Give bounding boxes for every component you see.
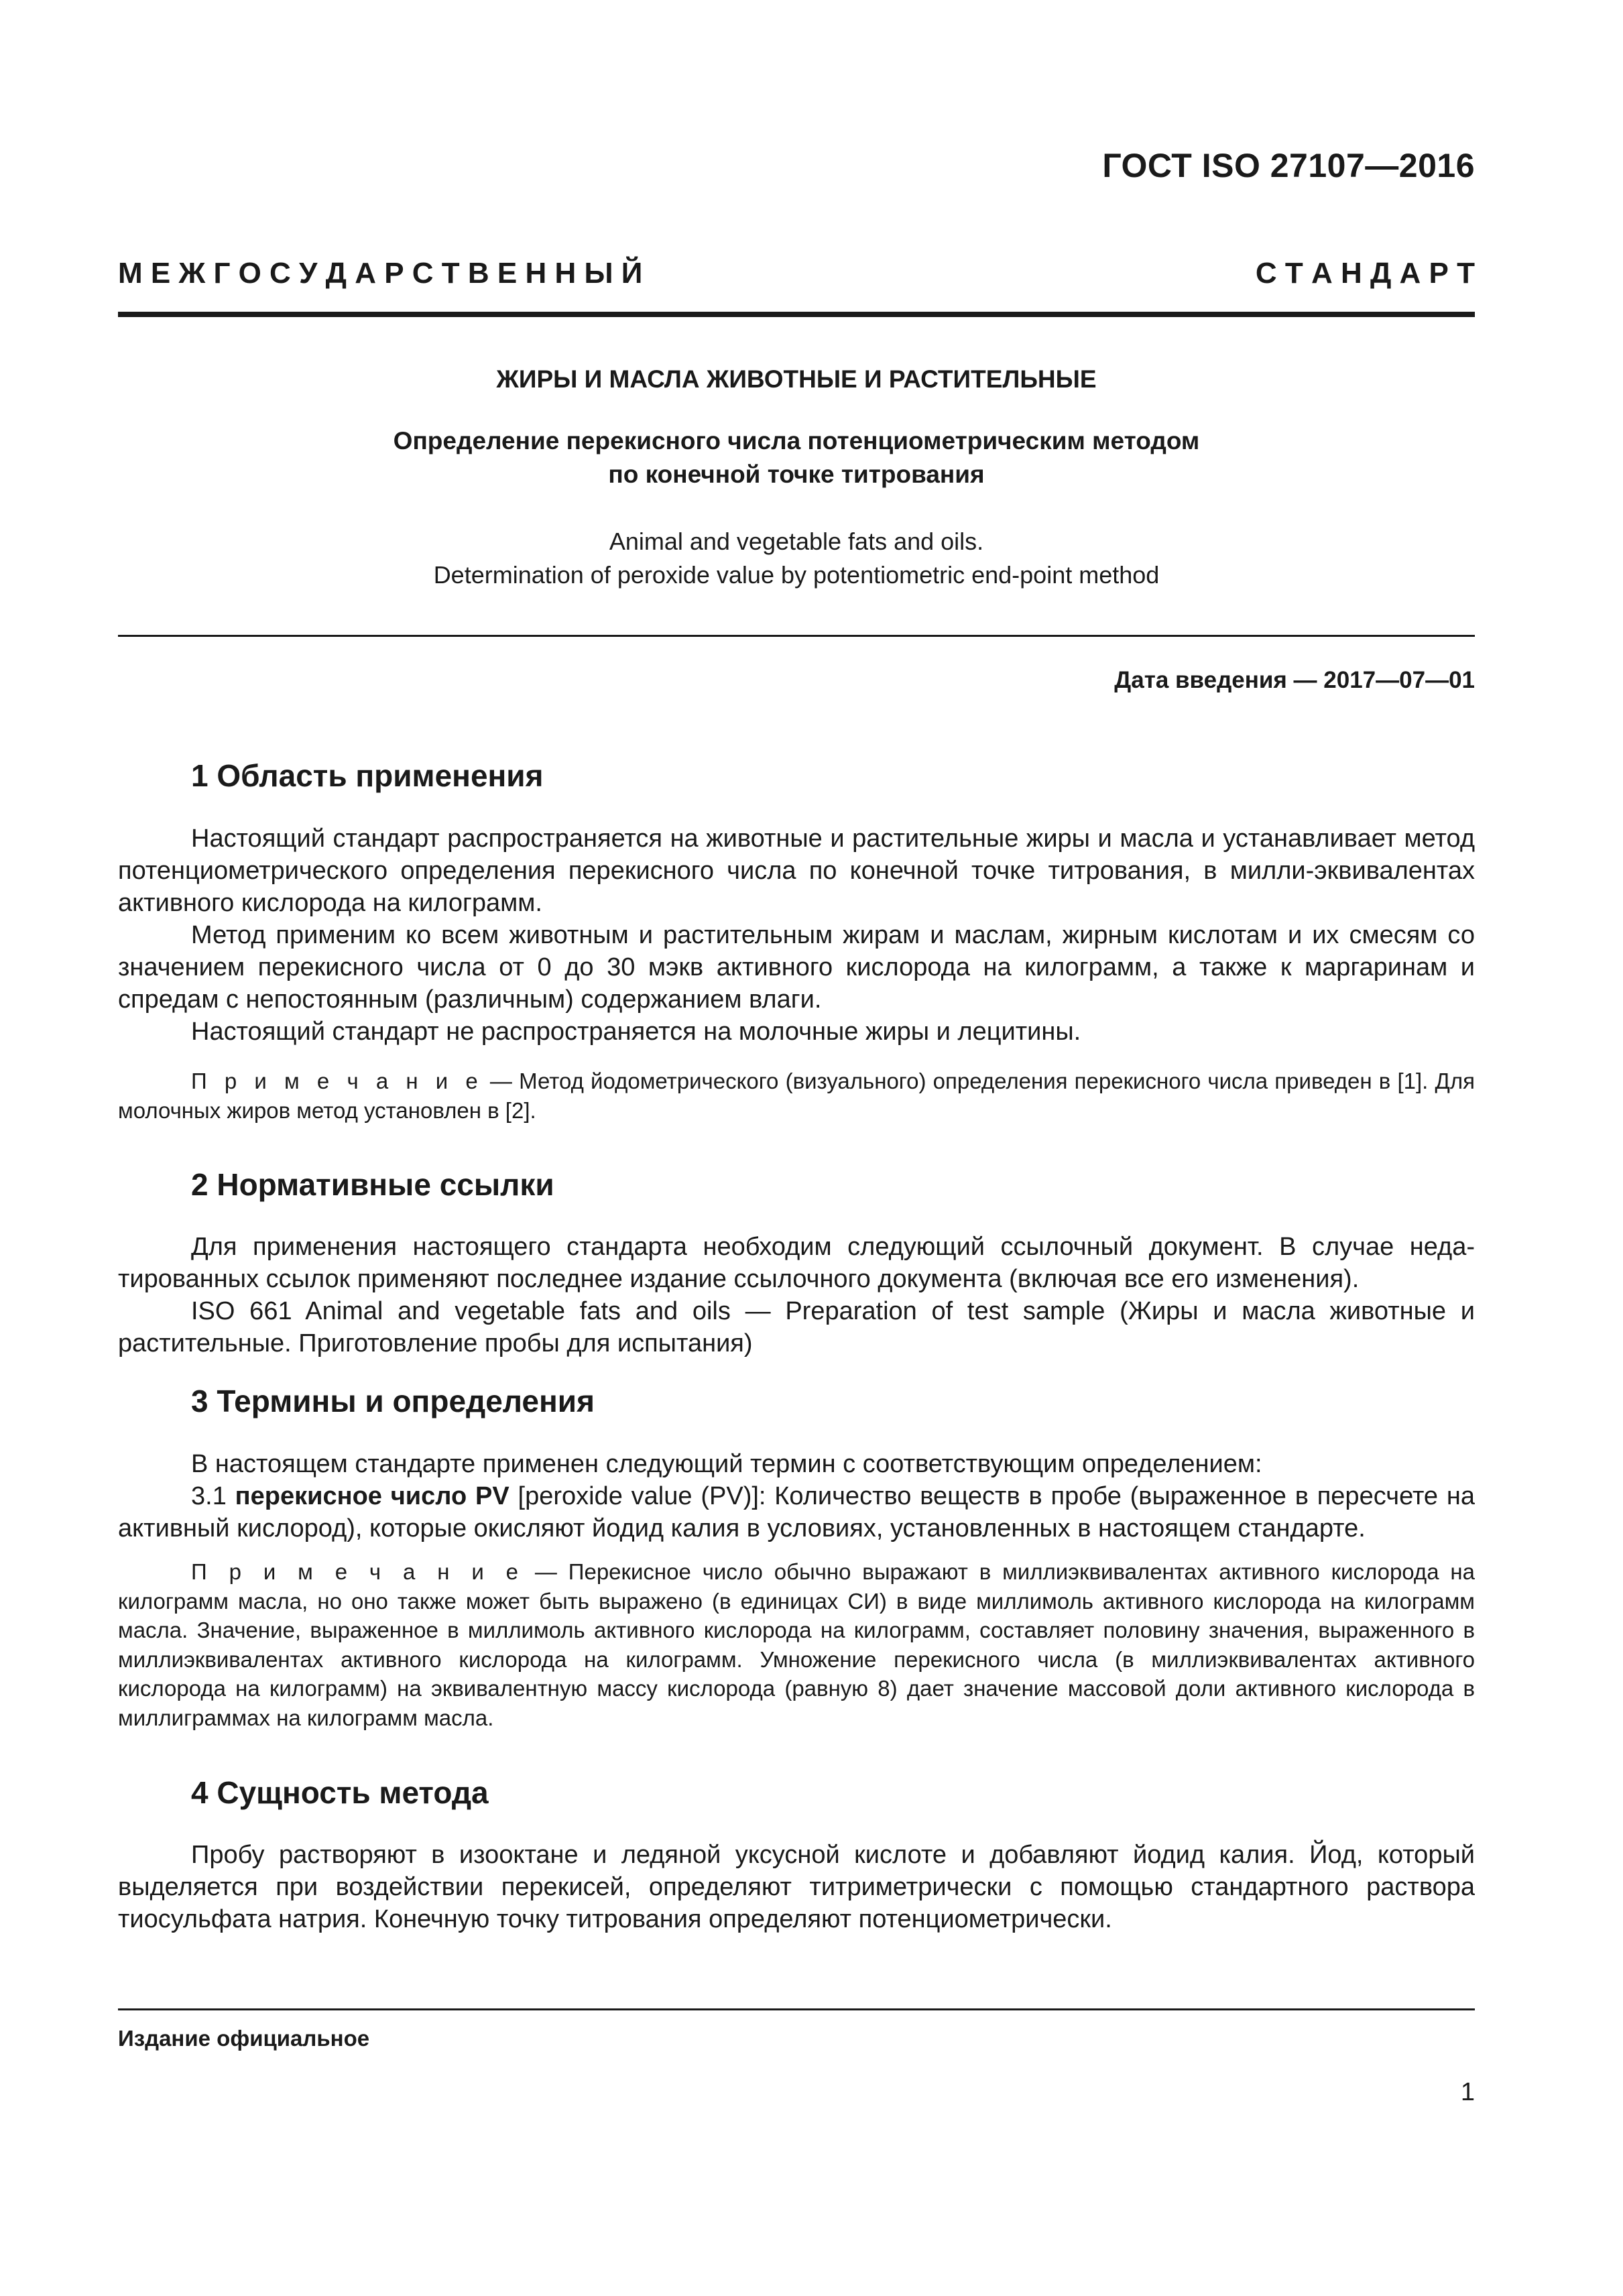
english-title-line-1: Animal and vegetable fats and oils. (609, 528, 984, 555)
subtitle-line-1: Определение перекисного числа потенциометрическим методом (393, 427, 1200, 455)
header-rule (118, 312, 1475, 317)
footer-rule (118, 2008, 1475, 2010)
section-heading-2: 2 Нормативные ссылки (191, 1167, 554, 1202)
english-title-line-2: Determination of peroxide value by potentiometric end-point method (433, 561, 1160, 589)
term-number: 3.1 (191, 1482, 235, 1510)
gost-number: ГОСТ ISO 27107—2016 (1102, 147, 1475, 184)
document-title: ЖИРЫ И МАСЛА ЖИВОТНЫЕ И РАСТИТЕЛЬНЫЕ (496, 365, 1097, 393)
note-text: — Перекисное число обычно выражают в миллиэквивалентах активного кислорода на килограмм масла, но оно также может быть выражено (в единицах СИ) в виде миллимоль активного кислорода на килограмм масла. Значение, выраженное в миллимоль активного кислорода на килограмм, составляет половину значения, выраженного в миллиэквивалентах активного кислорода на килограмм. Умножение перекисного числа (в миллиэквивалентах активного кислорода на килограмм) на эквивалентную массу кислорода (равную 8) дает значение массовой доли активного кислорода в миллиграммах на килограмм масла. (118, 1559, 1475, 1730)
paragraph: Настоящий стандарт не распространяется на молочные жиры и лецитины. (191, 1018, 1081, 1046)
section-heading-1: 1 Область применения (191, 758, 544, 793)
section-3-body (118, 1448, 1475, 1545)
english-title (118, 525, 1475, 592)
note-text: — Метод йодометрического (визуального) определения перекисного числа приведен в [1]. Для молочных жиров метод установлен в [2]. (118, 1069, 1475, 1123)
term-definition (118, 1480, 1475, 1545)
paragraph: Для применения настоящего стандарта необходим следующий ссылочный документ. В случае неда-тированных ссылок применяют последнее издание ссылочного документа (включая все его изменения). (118, 1233, 1475, 1293)
section-2-body (118, 1231, 1475, 1360)
standard-type-banner (118, 257, 1475, 290)
section-4-body (118, 1839, 1475, 1935)
term-text: [peroxide value (PV)]: Количество веществ в пробе (выраженное в пересчете на активный кислород), которые окисляют йодид калия в условиях, установленных в настоящем стандарте. (118, 1482, 1476, 1543)
section-heading-4: 4 Сущность метода (191, 1775, 489, 1810)
page-number: 1 (1460, 2078, 1475, 2106)
paragraph: ISO 661 Animal and vegetable fats and oils — Preparation of test sample (Жиры и масла животные и растительные. Приготовление пробы для испытания) (118, 1297, 1475, 1357)
term-name: перекисное число PV (235, 1482, 509, 1510)
paragraph: Настоящий стандарт распространяется на животные и растительные жиры и масла и устанавливает метод потенциометрического определения перекисного числа по конечной точке титрования, в милли-эквивалентах активного кислорода на килограмм. (118, 825, 1475, 917)
section-heading-3: 3 Термины и определения (191, 1384, 595, 1418)
paragraph: В настоящем стандарте применен следующий термин с соответствующим определением: (191, 1450, 1262, 1478)
section-1-note (118, 1067, 1475, 1125)
introduction-date: Дата введения — 2017—07—01 (1114, 667, 1475, 693)
document-subtitle (118, 424, 1475, 491)
paragraph: Метод применим ко всем животным и растительным жирам и маслам, жирным кислотам и их смесям со значением перекисного числа от 0 до 30 мэкв активного кислорода на килограмм, а также к маргаринам и спредам с непостоянным (различным) содержанием влаги. (118, 921, 1475, 1014)
standard-type-word1: М Е Ж Г О С У Д А Р С Т В Е Н Н Ы Й (118, 257, 643, 290)
section-3-note (118, 1557, 1475, 1732)
section-1-body (118, 823, 1475, 1048)
edition-label: Издание официальное (118, 2026, 370, 2051)
note-label: П р и м е ч а н и е (191, 1069, 483, 1093)
note-label: П р и м е ч а н и е (191, 1559, 524, 1584)
paragraph: Пробу растворяют в изооктане и ледяной уксусной кислоте и добавляют йодид калия. Йод, который выделяется при воздействии перекисей, определяют титриметрически с помощью стандартного раствора тиосульфата натрия. Конечную точку титрования определяют потенциометрически. (118, 1841, 1475, 1933)
title-rule (118, 635, 1475, 637)
subtitle-line-2: по конечной точке титрования (608, 461, 985, 488)
standard-type-word2: С Т А Н Д А Р Т (1255, 257, 1475, 290)
